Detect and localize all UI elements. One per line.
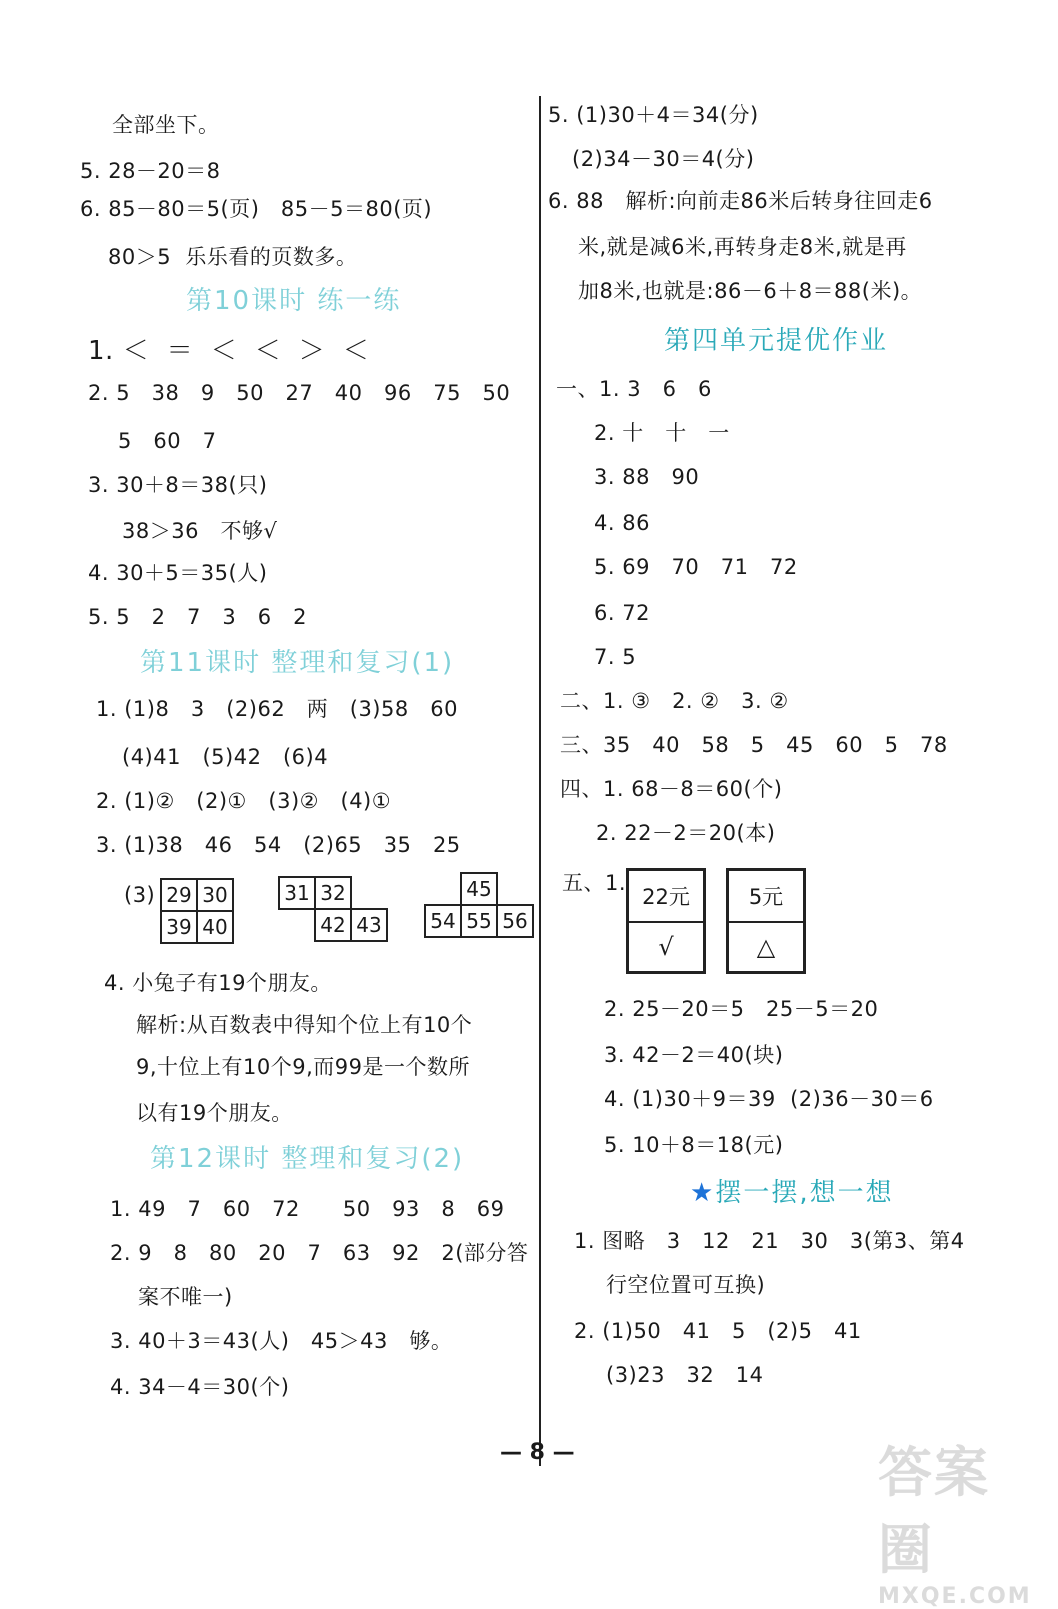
right-line-0: 5. (1)30＋4＝34(分) <box>548 103 759 127</box>
unit4-line2-2: 4. (1)30＋9＝39 (2)36－30＝6 <box>604 1087 934 1111</box>
section-12-title: 第12课时 整理和复习(2) <box>150 1144 465 1174</box>
watermark-url: MXQE.COM <box>878 1584 1032 1609</box>
sec12-line-3: 3. 40＋3＝43(人) 45＞43 够。 <box>110 1329 453 1353</box>
sec10-line-0: 1. ＜ ＝ ＜ ＜ ＞ ＜ <box>88 336 370 366</box>
left-line-0: 全部坐下。 <box>112 113 220 137</box>
price-box-22-label: 22元 <box>629 871 703 923</box>
sec10-line-5: 4. 30＋5＝35(人) <box>88 561 268 585</box>
sec10-line-1: 2. 5 38 9 50 27 40 96 75 50 <box>88 381 511 405</box>
sec11-line2-3: 以有19个朋友。 <box>136 1101 293 1125</box>
price-box-5-label: 5元 <box>729 871 803 923</box>
grid-empty-cell <box>351 877 387 909</box>
grid-cell: 55 <box>461 905 497 937</box>
unit4-line-11: 五、1. <box>562 871 627 895</box>
grid-cell: 42 <box>315 909 351 941</box>
sec12-line-1: 2. 9 8 80 20 7 63 92 2(部分答 <box>110 1241 529 1265</box>
left-line-2: 6. 85－80＝5(页) 85－5＝80(页) <box>80 197 433 221</box>
sec12-line-4: 4. 34－4＝30(个) <box>110 1375 290 1399</box>
sec11-line2-1: 解析:从百数表中得知个位上有10个 <box>136 1013 473 1037</box>
sec11-line2-0: 4. 小兔子有19个朋友。 <box>104 971 332 995</box>
price-box-5 <box>726 868 806 974</box>
bonus-line-2: 2. (1)50 41 5 (2)5 41 <box>574 1319 862 1343</box>
grid-cell: 56 <box>497 905 533 937</box>
sec10-line-2: 5 60 7 <box>118 429 217 453</box>
unit4-line-2: 3. 88 90 <box>594 465 700 489</box>
left-line-1: 5. 28－20＝8 <box>80 159 221 183</box>
column-divider <box>539 96 541 1466</box>
sec11-line-4: (3) <box>124 883 156 907</box>
grid-cell: 54 <box>425 905 461 937</box>
price-box-22 <box>626 868 706 974</box>
grid-empty-cell <box>279 909 315 941</box>
grid-cell: 32 <box>315 877 351 909</box>
hundred-grid-1 <box>160 878 234 944</box>
section-11-title: 第11课时 整理和复习(1) <box>140 648 455 678</box>
right-line-3: 米,就是减6米,再转身走8米,就是再 <box>578 235 907 259</box>
unit4-line-10: 2. 22－2＝20(本) <box>596 821 776 845</box>
watermark-logo <box>878 1430 1038 1609</box>
sec12-line-2: 案不唯一) <box>138 1285 233 1309</box>
right-line-1: (2)34－30＝4(分) <box>572 147 755 171</box>
unit4-line2-1: 3. 42－2＝40(块) <box>604 1043 784 1067</box>
sec11-line-1: (4)41 (5)42 (6)4 <box>122 745 329 769</box>
watermark-text: 答案圈 <box>878 1441 990 1581</box>
unit4-line-1: 2. 十 十 一 <box>594 421 730 445</box>
hundred-grid-2 <box>278 876 388 942</box>
section-10-title: 第10课时 练一练 <box>186 286 402 316</box>
sec11-line-3: 3. (1)38 46 54 (2)65 35 25 <box>96 833 461 857</box>
unit4-line2-0: 2. 25－20＝5 25－5＝20 <box>604 997 879 1021</box>
unit-4-title: 第四单元提优作业 <box>664 326 889 356</box>
unit4-line-5: 6. 72 <box>594 601 650 625</box>
sec10-line-3: 3. 30＋8＝38(只) <box>88 473 268 497</box>
sec10-line-4: 38＞36 不够√ <box>122 519 278 543</box>
check-mark-icon: √ <box>658 933 674 961</box>
bonus-line-3: (3)23 32 14 <box>606 1363 764 1387</box>
grid-cell: 45 <box>461 873 497 905</box>
star-icon: ★ <box>690 1178 716 1208</box>
sec12-line-0: 1. 49 7 60 72 50 93 8 69 <box>110 1197 505 1221</box>
page-number: — 8 — <box>500 1440 575 1465</box>
unit4-line2-3: 5. 10＋8＝18(元) <box>604 1133 784 1157</box>
grid-cell: 39 <box>161 911 197 943</box>
grid-empty-cell <box>425 873 461 905</box>
right-line-4: 加8米,也就是:86－6＋8＝88(米)。 <box>578 279 923 303</box>
bonus-title-text: 摆一摆,想一想 <box>715 1178 894 1208</box>
grid-cell: 40 <box>197 911 233 943</box>
unit4-line-0: 一、1. 3 6 6 <box>556 377 712 401</box>
sec10-line-6: 5. 5 2 7 3 6 2 <box>88 605 308 629</box>
unit4-line-7: 二、1. ③ 2. ② 3. ② <box>560 689 789 713</box>
hundred-grid-3 <box>424 872 534 938</box>
left-line-3: 80＞5 乐乐看的页数多。 <box>108 245 358 269</box>
unit4-line-8: 三、35 40 58 5 45 60 5 78 <box>560 733 948 757</box>
sec11-line-0: 1. (1)8 3 (2)62 两 (3)58 60 <box>96 697 458 721</box>
grid-cell: 30 <box>197 879 233 911</box>
unit4-line-3: 4. 86 <box>594 511 650 535</box>
unit4-line-9: 四、1. 68－8＝60(个) <box>560 777 783 801</box>
bonus-line-0: 1. 图略 3 12 21 30 3(第3、第4 <box>574 1229 965 1253</box>
right-line-2: 6. 88 解析:向前走86米后转身往回走6 <box>548 189 933 213</box>
grid-cell: 43 <box>351 909 387 941</box>
sec11-line2-2: 9,十位上有10个9,而99是一个数所 <box>136 1055 471 1079</box>
unit4-line-4: 5. 69 70 71 72 <box>594 555 798 579</box>
grid-empty-cell <box>497 873 533 905</box>
unit4-line-6: 7. 5 <box>594 645 637 669</box>
sec11-line-2: 2. (1)② (2)① (3)② (4)① <box>96 789 392 813</box>
triangle-icon: △ <box>756 933 776 961</box>
bonus-title <box>690 1178 894 1208</box>
bonus-line-1: 行空位置可互换) <box>606 1273 766 1297</box>
grid-cell: 31 <box>279 877 315 909</box>
grid-cell: 29 <box>161 879 197 911</box>
